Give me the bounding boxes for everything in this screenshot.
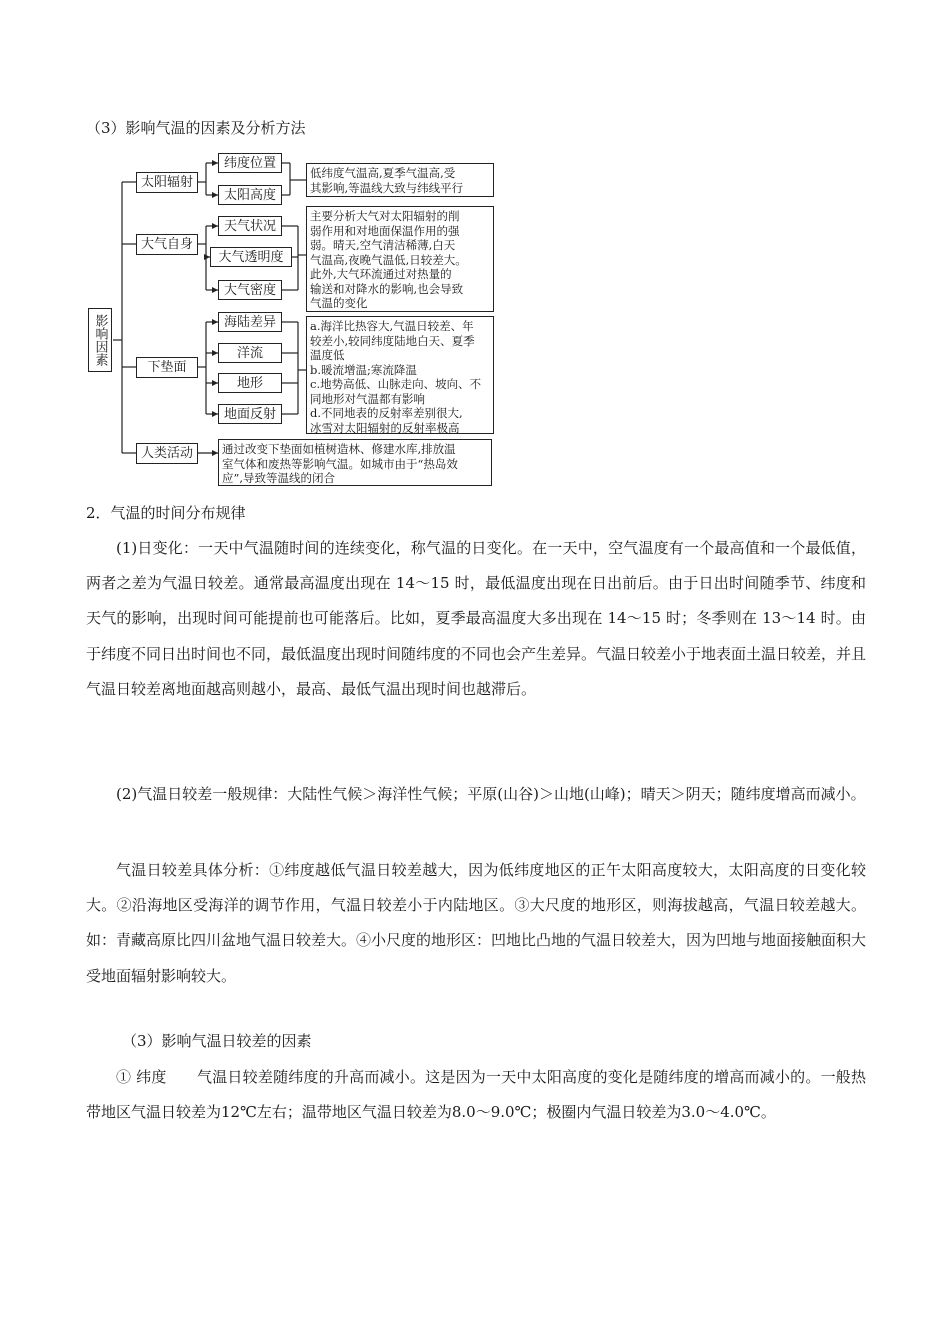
sub-albedo: 地面反射: [218, 404, 282, 424]
paragraph-latitude-factor: ① 纬度 气温日较差随纬度的升高而减小。这是因为一天中太阳高度的变化是随纬度的增高而减小的。一般热带地区气温日较差为12℃左右；温带地区气温日较差为8.0～9.0℃；极圈内气温日较差为3.0～4.0℃。: [86, 1068, 866, 1122]
sub-transparency: 大气透明度: [210, 247, 292, 267]
sub-weather: 天气状况: [218, 216, 282, 236]
desc-solar-radiation: 低纬度气温高,夏季气温高,受 其影响,等温线大致与纬线平行: [306, 163, 494, 197]
section-2-title: 2．气温的时间分布规律: [86, 504, 246, 522]
sub-sun-altitude: 太阳高度: [218, 185, 282, 205]
factor-human-activity: 人类活动: [136, 443, 198, 464]
sub-land-sea: 海陆差异: [218, 312, 282, 332]
factor-solar-radiation: 太阳辐射: [136, 172, 198, 193]
paragraph-daily-range-analysis: 气温日较差具体分析：①纬度越低气温日较差越大，因为低纬度地区的正午太阳高度较大，太阳高度的日变化较大。②沿海地区受海洋的调节作用，气温日较差小于内陆地区。③大尺度的地形区，则海拔越高，气温日较差越大。如：青藏高原比四川盆地气温日较差大。④小尺度的地形区：凹地比凸地的气温日较差大，因为凹地与地面接触面积大受地面辐射影响较大。: [86, 861, 867, 985]
paragraph-daily-range-rules: (2)气温日较差一般规律：大陆性气候＞海洋性气候；平原(山谷)＞山地(山峰)；晴天＞阴天；随纬度增高而减小。: [116, 785, 866, 803]
root-box: 影响因素: [88, 308, 112, 372]
factor-diagram: [86, 150, 496, 490]
factor-atmosphere: 大气自身: [136, 234, 198, 255]
sub-density: 大气密度: [218, 280, 282, 300]
sub-terrain: 地形: [218, 373, 282, 393]
paragraph-daily-variation: (1)日变化：一天中气温随时间的连续变化，称气温的日变化。在一天中，空气温度有一个最高值和一个最低值，两者之差为气温日较差。通常最高温度出现在 14～15 时，最低温度出现在日出前后。由于日出时间随季节、纬度和天气的影响，出现时间可能提前也可能落后。比如，夏季最高温度大多出现在 14～15 时；冬季则在 13～14 时。由于纬度不同日出时间也不同，最低温度出现时间随纬度的不同也会产生差异。气温日较差小于地表面土温日较差，并且气温日较差离地面越高则越小，最高、最低气温出现时间也越滞后。: [86, 539, 867, 698]
sub-ocean-current: 洋流: [218, 343, 282, 363]
desc-atmosphere: 主要分析大气对太阳辐射的削 弱作用和对地面保温作用的强 弱。晴天,空气清洁稀薄,白天 气温高,夜晚气温低,日较差大。 此外,大气环流通过对热量的 输送和对降水的影响,也会导致 气温的变化: [306, 206, 494, 312]
factor-underlying-surface: 下垫面: [136, 357, 198, 378]
section-3b-title: （3）影响气温日较差的因素: [122, 1032, 312, 1050]
desc-underlying-surface: a.海洋比热容大,气温日较差、年 较差小,较同纬度陆地白天、夏季 温度低 b.暖流增温;寒流降温 c.地势高低、山脉走向、坡向、不 同地形对气温都有影响 d.不同地表的反射率差别很大, 冰雪对太阳辐射的反射率极高: [306, 316, 494, 434]
desc-human-activity: 通过改变下垫面如植树造林、修建水库,排放温 室气体和废热等影响气温。如城市由于“热岛效 应”,导致等温线的闭合: [218, 439, 492, 486]
sub-latitude: 纬度位置: [218, 153, 282, 173]
section-3-title: （3）影响气温的因素及分析方法: [86, 119, 306, 137]
